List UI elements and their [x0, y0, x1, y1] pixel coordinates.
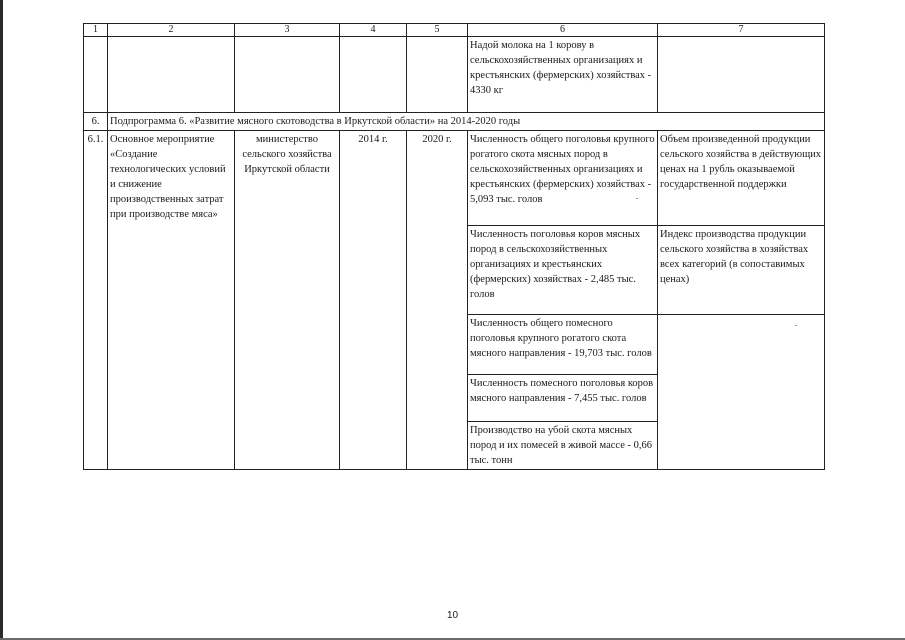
cell-empty — [108, 37, 235, 113]
page-number: 10 — [446, 610, 459, 621]
program-table — [83, 23, 825, 470]
indicator-crossbred-cows: Численность помесного поголовья коров мясного направления - 7,455 тыс. голов — [468, 375, 658, 422]
col-header-7: 7 — [658, 24, 825, 37]
activity-executor: министерство сельского хозяйства Иркутской области — [235, 131, 340, 470]
cell-empty — [84, 37, 108, 113]
activity-end-year: 2020 г. — [407, 131, 468, 470]
col-header-5: 5 — [407, 24, 468, 37]
col-header-2: 2 — [108, 24, 235, 37]
subprogram-number: 6. — [84, 113, 108, 131]
cell-empty — [340, 37, 407, 113]
col-header-3: 3 — [235, 24, 340, 37]
cell-empty — [235, 37, 340, 113]
column-number-row — [84, 24, 825, 37]
col-header-6: 6 — [468, 24, 658, 37]
result-production-volume: Объем произведенной продукции сельского хозяйства в действующих ценах на 1 рубль оказываемой государственной поддержки — [658, 131, 825, 226]
table-row-subprogram — [84, 113, 825, 131]
cell-empty — [407, 37, 468, 113]
scan-speck — [636, 198, 638, 199]
cell-empty — [658, 37, 825, 113]
indicator-crossbred-total: Численность общего помесного поголовья крупного рогатого скота мясного направления - 19,703 тыс. голов — [468, 315, 658, 375]
cell-empty — [658, 315, 825, 470]
table-row-activity-indicator-1 — [84, 131, 825, 226]
activity-start-year: 2014 г. — [340, 131, 407, 470]
page-left-edge — [0, 0, 3, 640]
table-row-milk-yield — [84, 37, 825, 113]
col-header-1: 1 — [84, 24, 108, 37]
activity-number: 6.1. — [84, 131, 108, 470]
scan-speck — [795, 325, 797, 326]
indicator-cows-beef: Численность поголовья коров мясных пород в сельскохозяйственных организациях и крестьянских (фермерских) хозяйствах - 2,485 тыс. голов — [468, 226, 658, 315]
activity-name: Основное мероприятие «Создание технологических условий и снижение производственных затрат при производстве мяса» — [108, 131, 235, 470]
subprogram-title: Подпрограмма 6. «Развитие мясного скотоводства в Иркутской области» на 2014-2020 годы — [108, 113, 825, 131]
indicator-cattle-total: Численность общего поголовья крупного рогатого скота мясных пород в сельскохозяйственных организациях и крестьянских (фермерских) хозяйствах - 5,093 тыс. голов — [468, 131, 658, 226]
indicator-milk-yield: Надой молока на 1 корову в сельскохозяйственных организациях и крестьянских (фермерских) хозяйствах - 4330 кг — [468, 37, 658, 113]
result-production-index: Индекс производства продукции сельского хозяйства в хозяйствах всех категорий (в сопоставимых ценах) — [658, 226, 825, 315]
col-header-4: 4 — [340, 24, 407, 37]
indicator-slaughter-production: Производство на убой скота мясных пород и их помесей в живой массе - 0,66 тыс. тонн — [468, 422, 658, 470]
